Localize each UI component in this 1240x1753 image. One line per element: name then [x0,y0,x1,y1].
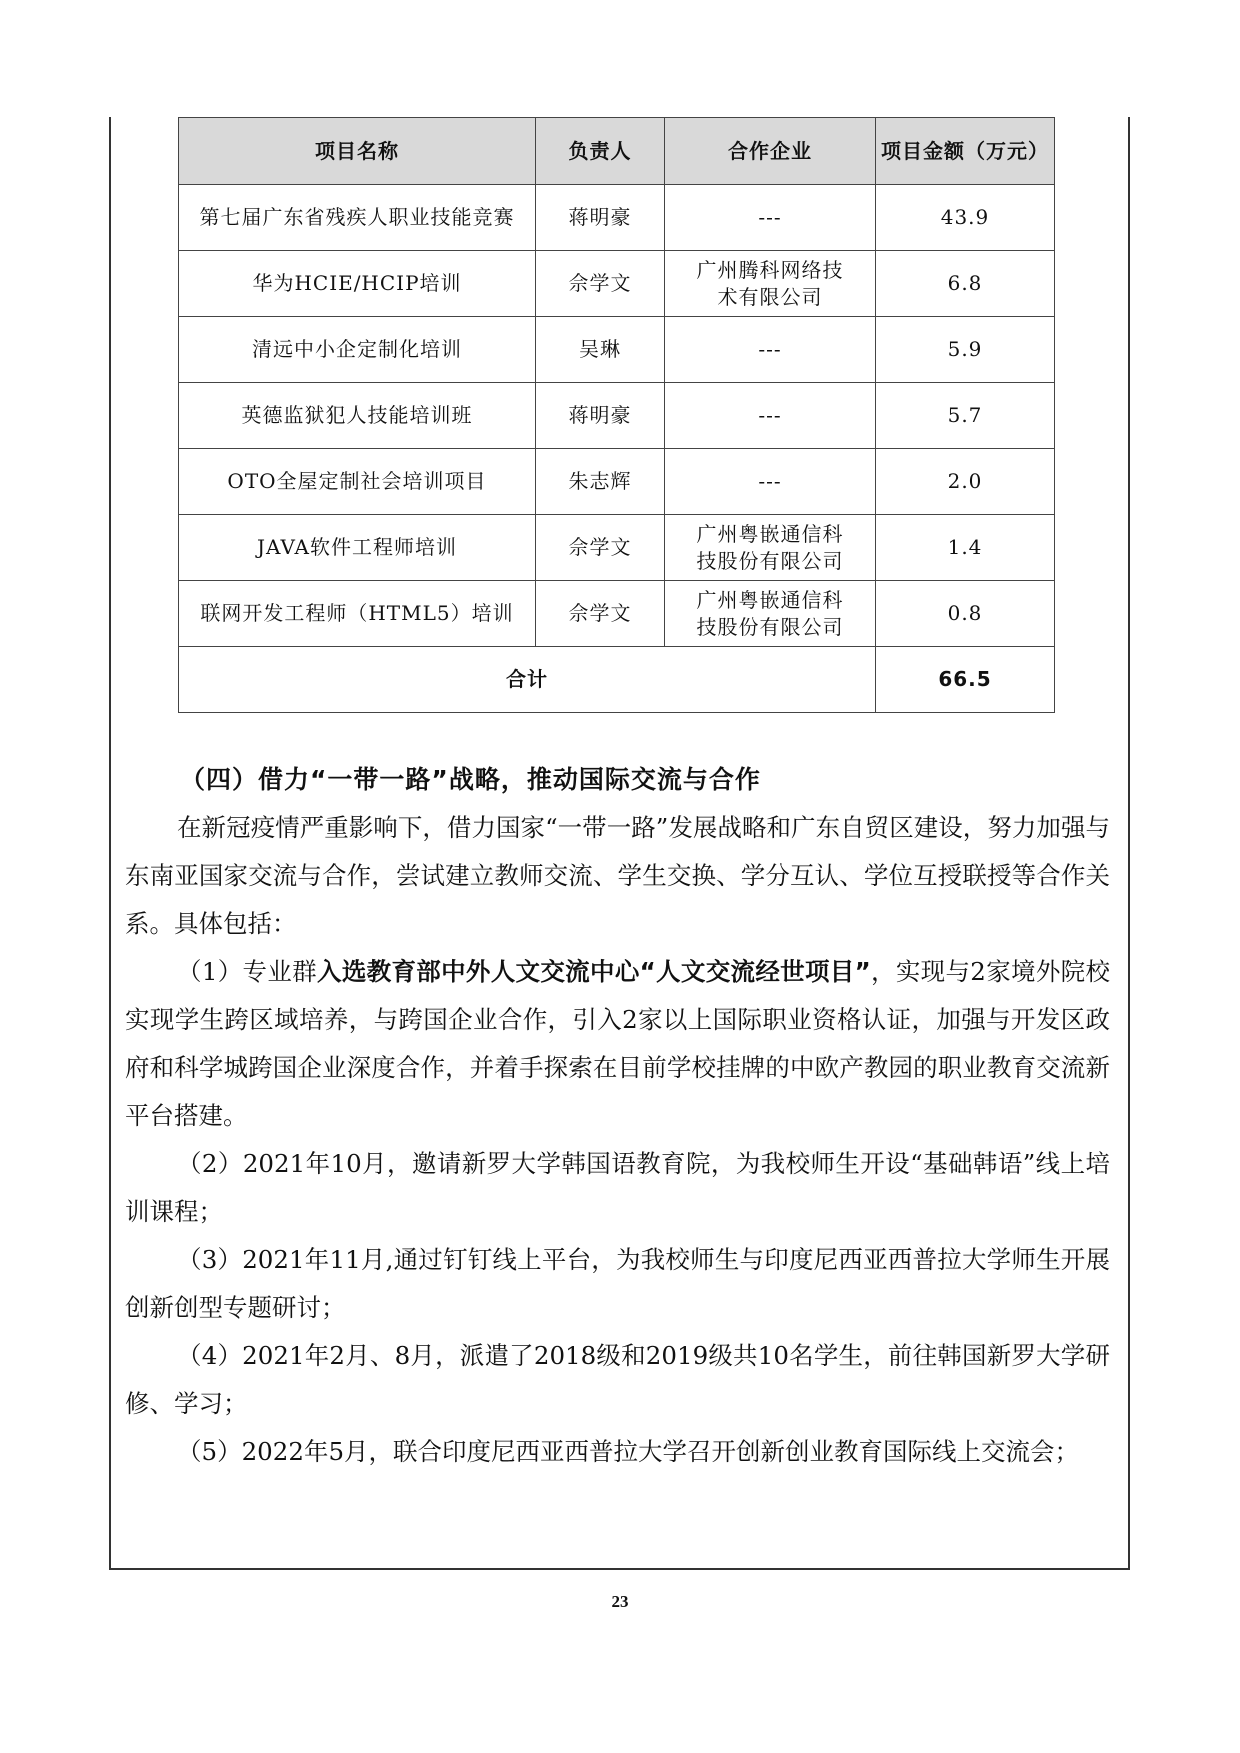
cell-amount: 5.9 [876,317,1055,383]
cell-amount: 2.0 [876,449,1055,515]
cell-project-name: 华为HCIE/HCIP培训 [179,251,536,317]
item-1-suffix: ，实现与2家境外院校实现学生跨区域培养，与跨国企业合作，引入2家以上国际职业资格认证，加强与开发区政府和科学城跨国企业深度合作，并着手探索在目前学校挂牌的中欧产教园的职业教育交流新平台搭建。 [125,957,1110,1130]
cell-lead: 蒋明豪 [536,185,665,251]
item-4-paragraph: （4）2021年2月、8月，派遣了2018级和2019级共10名学生，前往韩国新罗大学研修、学习； [125,1341,1110,1418]
cell-amount: 0.8 [876,581,1055,647]
table-total-row [179,647,1055,713]
cell-lead: 蒋明豪 [536,383,665,449]
cell-lead: 吴琳 [536,317,665,383]
cell-partner: 广州腾科网络技术有限公司 [665,251,876,317]
section-heading: （四）借力“一带一路”战略，推动国际交流与合作 [180,765,761,794]
table-row [179,383,1055,449]
total-label: 合计 [179,647,876,713]
page-number: 23 [611,1592,629,1611]
table-header-row [179,118,1055,185]
intro-paragraph: 在新冠疫情严重影响下，借力国家“一带一路”发展战略和广东自贸区建设，努力加强与东南亚国家交流与合作，尝试建立教师交流、学生交换、学分互认、学位互授联授等合作关系。具体包括： [125,813,1110,938]
total-amount: 66.5 [876,647,1055,713]
header-lead: 负责人 [536,118,665,185]
cell-project-name: 第七届广东省残疾人职业技能竞赛 [179,185,536,251]
cell-project-name: OTO全屋定制社会培训项目 [179,449,536,515]
item-5-paragraph: （5）2022年5月，联合印度尼西亚西普拉大学召开创新创业教育国际线上交流会； [177,1437,1080,1466]
item-1-paragraph [125,948,1110,1140]
cell-lead: 佘学文 [536,251,665,317]
header-project-name: 项目名称 [179,118,536,185]
table-row [179,449,1055,515]
table-row [179,251,1055,317]
table-row [179,317,1055,383]
table-row [179,515,1055,581]
header-amount: 项目金额（万元） [876,118,1055,185]
cell-amount: 6.8 [876,251,1055,317]
cell-partner: --- [665,383,876,449]
item-3-paragraph: （3）2021年11月,通过钉钉线上平台，为我校师生与印度尼西亚西普拉大学师生开展创新创型专题研讨； [125,1245,1110,1322]
cell-partner: --- [665,449,876,515]
cell-partner: --- [665,317,876,383]
header-partner: 合作企业 [665,118,876,185]
cell-partner: --- [665,185,876,251]
cell-amount: 5.7 [876,383,1055,449]
cell-lead: 佘学文 [536,515,665,581]
cell-partner: 广州粤嵌通信科技股份有限公司 [665,515,876,581]
cell-project-name: 英德监狱犯人技能培训班 [179,383,536,449]
item-1-prefix: （1）专业群 [177,957,317,986]
cell-amount: 1.4 [876,515,1055,581]
cell-project-name: 联网开发工程师（HTML5）培训 [179,581,536,647]
item-1-highlight: 入选教育部中外人文交流中心“人文交流经世项目” [317,957,871,986]
cell-partner: 广州粤嵌通信科技股份有限公司 [665,581,876,647]
cell-lead: 佘学文 [536,581,665,647]
cell-lead: 朱志辉 [536,449,665,515]
item-2-paragraph: （2）2021年10月，邀请新罗大学韩国语教育院，为我校师生开设“基础韩语”线上培训课程； [125,1149,1110,1226]
section-body [125,804,1110,1476]
table-row [179,185,1055,251]
table-row [179,581,1055,647]
cell-project-name: JAVA软件工程师培训 [179,515,536,581]
cell-amount: 43.9 [876,185,1055,251]
project-table [178,117,1055,713]
cell-project-name: 清远中小企定制化培训 [179,317,536,383]
